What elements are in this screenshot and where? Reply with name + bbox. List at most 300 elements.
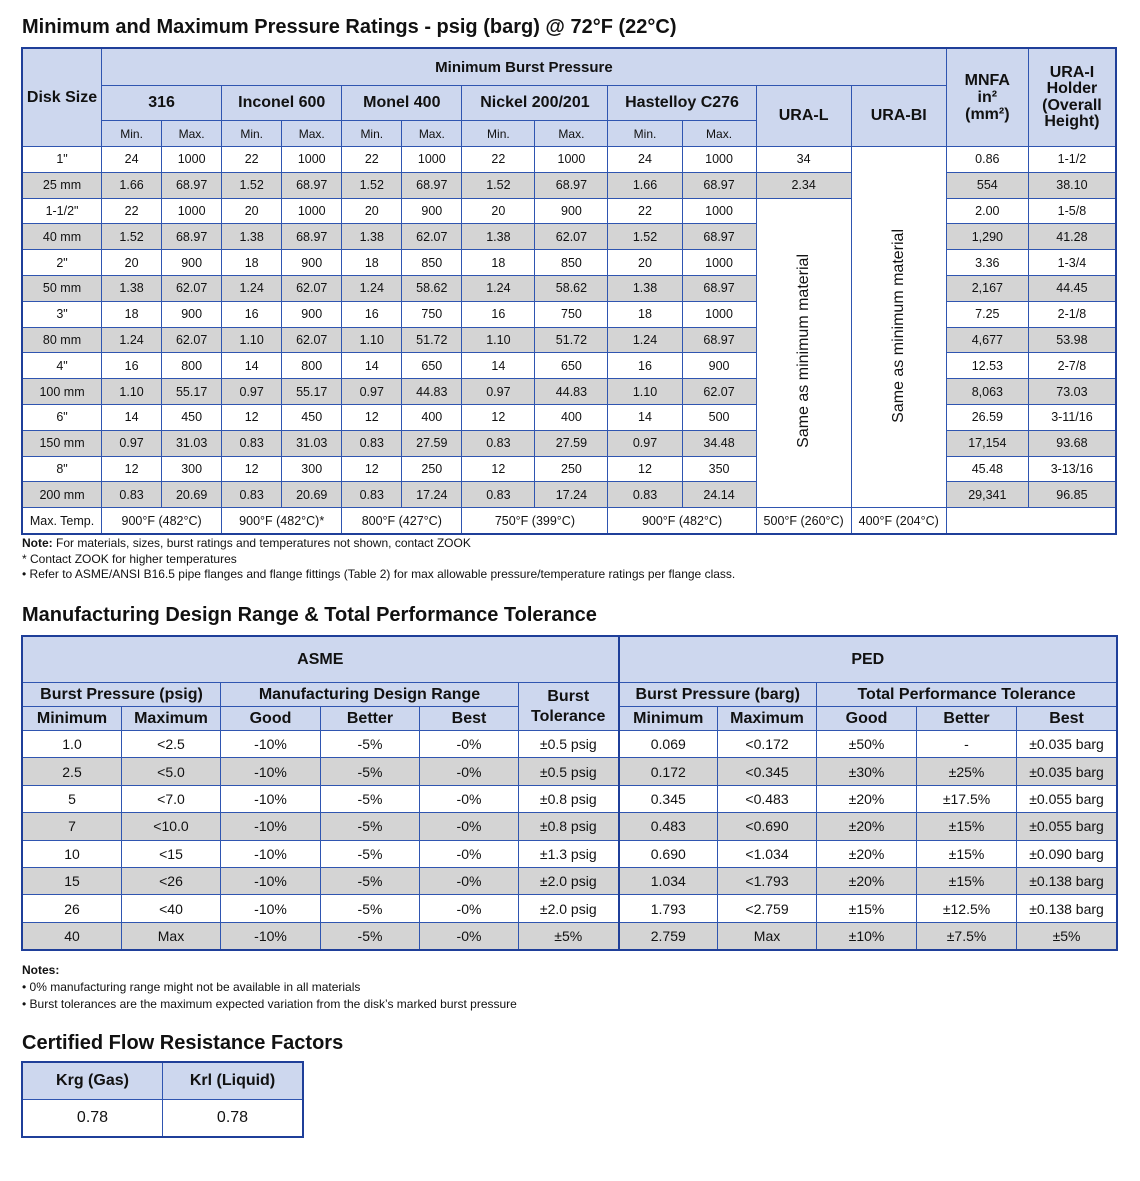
- asme-cell: 15: [23, 867, 122, 894]
- ped-cell: 0.069: [619, 731, 718, 758]
- pressure-cell: 0.97: [102, 430, 162, 456]
- note-item: • Burst tolerances are the maximum expected variation from the disk’s marked burst pressure: [22, 997, 517, 1011]
- ped-cell: ±17.5%: [917, 785, 1017, 812]
- pressure-cell: 12: [462, 456, 535, 482]
- asme-cell: -10%: [221, 758, 321, 785]
- table-row: [23, 275, 1116, 301]
- table-row: [23, 840, 1117, 867]
- asme-cell: -0%: [420, 895, 519, 922]
- table-row: [23, 147, 1116, 173]
- header-ura-l: URA-L: [756, 86, 851, 147]
- pressure-cell: 1.24: [222, 275, 282, 301]
- disk-size-cell: 150 mm: [23, 430, 102, 456]
- ped-cell: 1.793: [619, 895, 718, 922]
- pressure-cell: 1000: [535, 147, 608, 173]
- header-krg-gas: Krg (Gas): [23, 1063, 163, 1100]
- krg-value: 0.78: [23, 1100, 163, 1137]
- mnfa-cell: 0.86: [946, 147, 1028, 173]
- pressure-cell: 62.07: [682, 379, 756, 405]
- ped-cell: -: [917, 731, 1017, 758]
- mnfa-cell: 2.00: [946, 198, 1028, 224]
- pressure-cell: 62.07: [282, 327, 342, 353]
- header-min-burst-pressure: Minimum Burst Pressure: [102, 49, 947, 86]
- table-row: [23, 327, 1116, 353]
- disk-size-cell: 100 mm: [23, 379, 102, 405]
- pressure-cell: 0.97: [462, 379, 535, 405]
- ped-cell: ±20%: [817, 785, 917, 812]
- asme-cell: <5.0: [122, 758, 221, 785]
- pressure-cell: 1.52: [222, 172, 282, 198]
- design-range-notes: [22, 962, 517, 1013]
- max-temp-value: 900°F (482°C): [608, 508, 756, 534]
- disk-size-cell: 4": [23, 353, 102, 379]
- asme-cell: -5%: [321, 758, 420, 785]
- disk-size-cell: 50 mm: [23, 275, 102, 301]
- mnfa-cell: 2,167: [946, 275, 1028, 301]
- asme-cell: Max: [122, 922, 221, 949]
- pressure-cell: 12: [462, 404, 535, 430]
- pressure-cell: 1.52: [342, 172, 402, 198]
- pressure-cell: 20.69: [162, 482, 222, 508]
- pressure-cell: 62.07: [282, 275, 342, 301]
- pressure-cell: 0.83: [222, 430, 282, 456]
- pressure-cell: 62.07: [402, 224, 462, 250]
- ped-cell: ±0.138 barg: [1017, 867, 1117, 894]
- pressure-cell: 18: [342, 250, 402, 276]
- ped-cell: 2.759: [619, 922, 718, 949]
- note-item: • 0% manufacturing range might not be available in all materials: [22, 980, 361, 994]
- ped-cell: <0.690: [718, 813, 817, 840]
- pressure-cell: 250: [535, 456, 608, 482]
- pressure-cell: 0.97: [608, 430, 682, 456]
- mnfa-cell: 26.59: [946, 404, 1028, 430]
- pressure-cell: 22: [608, 198, 682, 224]
- pressure-cell: 1000: [162, 147, 222, 173]
- mnfa-cell: 554: [946, 172, 1028, 198]
- header-material-nickel-200-201: Nickel 200/201: [462, 86, 608, 121]
- pressure-cell: 24: [608, 147, 682, 173]
- pressure-cell: 14: [608, 404, 682, 430]
- flow-resistance-table: [22, 1062, 303, 1137]
- pressure-cell: 68.97: [682, 172, 756, 198]
- header-asme-maximum: Maximum: [122, 707, 221, 731]
- pressure-cell: 34.48: [682, 430, 756, 456]
- max-temp-value: 500°F (260°C): [756, 508, 851, 534]
- pressure-cell: 1000: [282, 147, 342, 173]
- asme-cell: -10%: [221, 895, 321, 922]
- pressure-cell: 18: [462, 250, 535, 276]
- pressure-cell: 16: [102, 353, 162, 379]
- table-row: [23, 922, 1117, 949]
- header-ura-i-holder: URA-I Holder (Overall Height): [1028, 49, 1115, 147]
- ped-cell: <0.345: [718, 758, 817, 785]
- pressure-cell: 1000: [402, 147, 462, 173]
- pressure-cell: 1.38: [462, 224, 535, 250]
- asme-cell: -0%: [420, 785, 519, 812]
- empty-cell: [946, 508, 1115, 534]
- pressure-cell: 12: [342, 404, 402, 430]
- asme-cell: -5%: [321, 867, 420, 894]
- pressure-cell: 350: [682, 456, 756, 482]
- asme-cell: -5%: [321, 895, 420, 922]
- mnfa-cell: 1,290: [946, 224, 1028, 250]
- table-row: [23, 867, 1117, 894]
- table-row: [23, 172, 1116, 198]
- ped-cell: ±15%: [917, 840, 1017, 867]
- disk-size-cell: 6": [23, 404, 102, 430]
- asme-cell: ±0.8 psig: [519, 785, 619, 812]
- ped-cell: ±0.090 barg: [1017, 840, 1117, 867]
- asme-cell: 5: [23, 785, 122, 812]
- max-temp-row: [23, 508, 1116, 534]
- pressure-cell: 1.10: [102, 379, 162, 405]
- pressure-cell: 900: [162, 301, 222, 327]
- header-material-monel-400: Monel 400: [342, 86, 462, 121]
- pressure-cell: 55.17: [282, 379, 342, 405]
- pressure-cell: 58.62: [535, 275, 608, 301]
- table-row: [23, 404, 1116, 430]
- header-ped: PED: [619, 637, 1117, 683]
- pressure-cell: 900: [282, 301, 342, 327]
- pressure-cell: 250: [402, 456, 462, 482]
- ped-cell: ±15%: [917, 867, 1017, 894]
- pressure-ratings-table: [22, 48, 1116, 534]
- asme-cell: ±1.3 psig: [519, 840, 619, 867]
- pressure-cell: 51.72: [402, 327, 462, 353]
- ura-l-cell: 34: [756, 147, 851, 173]
- pressure-cell: 1.10: [222, 327, 282, 353]
- header-burst-pressure-barg: Burst Pressure (barg): [619, 683, 817, 707]
- mnfa-cell: 45.48: [946, 456, 1028, 482]
- table-row: [23, 353, 1116, 379]
- ped-cell: ±0.055 barg: [1017, 813, 1117, 840]
- table-row: [23, 482, 1116, 508]
- pressure-cell: 68.97: [162, 224, 222, 250]
- header-min: Min.: [102, 121, 162, 147]
- max-temp-value: 900°F (482°C)*: [222, 508, 342, 534]
- asme-cell: <15: [122, 840, 221, 867]
- pressure-cell: 68.97: [402, 172, 462, 198]
- header-asme-minimum: Minimum: [23, 707, 122, 731]
- header-min: Min.: [342, 121, 402, 147]
- asme-cell: <7.0: [122, 785, 221, 812]
- ped-cell: ±0.055 barg: [1017, 785, 1117, 812]
- pressure-cell: 1.38: [102, 275, 162, 301]
- pressure-cell: 24.14: [682, 482, 756, 508]
- holder-cell: 41.28: [1028, 224, 1115, 250]
- ped-cell: 0.690: [619, 840, 718, 867]
- ped-cell: ±20%: [817, 840, 917, 867]
- ped-cell: <0.172: [718, 731, 817, 758]
- ped-cell: <0.483: [718, 785, 817, 812]
- pressure-cell: 16: [222, 301, 282, 327]
- holder-cell: 1-3/4: [1028, 250, 1115, 276]
- pressure-cell: 1.24: [608, 327, 682, 353]
- header-total-performance-tolerance: Total Performance Tolerance: [817, 683, 1117, 707]
- asme-cell: -5%: [321, 840, 420, 867]
- disk-size-cell: 1": [23, 147, 102, 173]
- pressure-cell: 0.83: [102, 482, 162, 508]
- pressure-cell: 850: [402, 250, 462, 276]
- asme-cell: <40: [122, 895, 221, 922]
- holder-cell: 38.10: [1028, 172, 1115, 198]
- pressure-cell: 62.07: [162, 275, 222, 301]
- pressure-cell: 1.52: [462, 172, 535, 198]
- pressure-ratings-notes: [22, 536, 735, 583]
- asme-cell: -0%: [420, 758, 519, 785]
- pressure-cell: 58.62: [402, 275, 462, 301]
- asme-cell: -0%: [420, 813, 519, 840]
- pressure-cell: 14: [342, 353, 402, 379]
- header-asme-good: Good: [221, 707, 321, 731]
- pressure-cell: 12: [102, 456, 162, 482]
- pressure-cell: 68.97: [682, 224, 756, 250]
- same-as-min-text: Same as minimum material: [889, 228, 907, 423]
- ped-cell: ±7.5%: [917, 922, 1017, 949]
- pressure-cell: 900: [162, 250, 222, 276]
- pressure-ratings-title: Minimum and Maximum Pressure Ratings - psig (barg) @ 72°F (22°C): [22, 16, 677, 38]
- asme-cell: -10%: [221, 785, 321, 812]
- pressure-cell: 12: [222, 456, 282, 482]
- pressure-cell: 750: [535, 301, 608, 327]
- pressure-cell: 1.38: [222, 224, 282, 250]
- holder-cell: 3-13/16: [1028, 456, 1115, 482]
- asme-cell: -5%: [321, 922, 420, 949]
- asme-cell: <26: [122, 867, 221, 894]
- asme-cell: -0%: [420, 731, 519, 758]
- ped-cell: ±20%: [817, 813, 917, 840]
- max-temp-value: 400°F (204°C): [851, 508, 946, 534]
- pressure-cell: 12: [222, 404, 282, 430]
- same-as-min-text: Same as minimum material: [794, 254, 812, 449]
- pressure-cell: 300: [282, 456, 342, 482]
- ped-cell: ±0.035 barg: [1017, 731, 1117, 758]
- header-krl-liquid: Krl (Liquid): [163, 1063, 303, 1100]
- asme-cell: -0%: [420, 867, 519, 894]
- bullet-note: • Refer to ASME/ANSI B16.5 pipe flanges and flange fittings (Table 2) for max allowable pressure/temperature ratings per flange class.: [22, 567, 736, 581]
- pressure-cell: 44.83: [535, 379, 608, 405]
- ped-cell: ±50%: [817, 731, 917, 758]
- note-line: Note: For materials, sizes, burst ratings and temperatures not shown, contact ZOOK: [22, 536, 471, 550]
- mnfa-cell: 4,677: [946, 327, 1028, 353]
- flow-resistance-title: Certified Flow Resistance Factors: [22, 1032, 344, 1054]
- pressure-cell: 68.97: [682, 275, 756, 301]
- pressure-cell: 1.10: [342, 327, 402, 353]
- mnfa-cell: 29,341: [946, 482, 1028, 508]
- disk-size-cell: 200 mm: [23, 482, 102, 508]
- holder-cell: 44.45: [1028, 275, 1115, 301]
- pressure-cell: 1.24: [102, 327, 162, 353]
- pressure-cell: 1.38: [608, 275, 682, 301]
- disk-size-cell: 3": [23, 301, 102, 327]
- pressure-cell: 500: [682, 404, 756, 430]
- design-range-title: Manufacturing Design Range & Total Performance Tolerance: [22, 604, 597, 626]
- header-material-316: 316: [102, 86, 222, 121]
- asme-cell: 40: [23, 922, 122, 949]
- pressure-cell: 1000: [282, 198, 342, 224]
- pressure-cell: 68.97: [162, 172, 222, 198]
- holder-cell: 93.68: [1028, 430, 1115, 456]
- pressure-cell: 22: [102, 198, 162, 224]
- pressure-cell: 400: [402, 404, 462, 430]
- pressure-cell: 1.52: [608, 224, 682, 250]
- header-ura-bi: URA-BI: [851, 86, 946, 147]
- ped-cell: ±15%: [817, 895, 917, 922]
- header-min: Min.: [608, 121, 682, 147]
- ped-cell: 0.172: [619, 758, 718, 785]
- table-row: [23, 301, 1116, 327]
- ped-cell: ±5%: [1017, 922, 1117, 949]
- pressure-cell: 14: [102, 404, 162, 430]
- ped-cell: ±12.5%: [917, 895, 1017, 922]
- pressure-cell: 20: [608, 250, 682, 276]
- ped-cell: 1.034: [619, 867, 718, 894]
- pressure-cell: 20.69: [282, 482, 342, 508]
- pressure-cell: 1.52: [102, 224, 162, 250]
- header-material-inconel-600: Inconel 600: [222, 86, 342, 121]
- header-ped-maximum: Maximum: [718, 707, 817, 731]
- ped-cell: ±15%: [917, 813, 1017, 840]
- pressure-cell: 55.17: [162, 379, 222, 405]
- pressure-cell: 0.83: [222, 482, 282, 508]
- ped-cell: ±0.035 barg: [1017, 758, 1117, 785]
- header-mnfa: MNFA in² (mm²): [946, 49, 1028, 147]
- pressure-cell: 68.97: [282, 224, 342, 250]
- notes-label: Notes:: [22, 963, 60, 977]
- max-temp-value: 800°F (427°C): [342, 508, 462, 534]
- ped-cell: Max: [718, 922, 817, 949]
- asme-cell: ±0.8 psig: [519, 813, 619, 840]
- pressure-cell: 22: [222, 147, 282, 173]
- pressure-cell: 1.24: [342, 275, 402, 301]
- pressure-cell: 750: [402, 301, 462, 327]
- pressure-cell: 900: [282, 250, 342, 276]
- header-manufacturing-design-range: Manufacturing Design Range: [221, 683, 519, 707]
- table-row: [23, 456, 1116, 482]
- holder-cell: 1-1/2: [1028, 147, 1115, 173]
- pressure-cell: 0.83: [462, 482, 535, 508]
- holder-cell: 1-5/8: [1028, 198, 1115, 224]
- pressure-cell: 18: [102, 301, 162, 327]
- asme-cell: -10%: [221, 813, 321, 840]
- pressure-cell: 68.97: [535, 172, 608, 198]
- ped-cell: 0.345: [619, 785, 718, 812]
- pressure-cell: 14: [222, 353, 282, 379]
- header-max: Max.: [682, 121, 756, 147]
- max-temp-value: 750°F (399°C): [462, 508, 608, 534]
- header-max: Max.: [282, 121, 342, 147]
- pressure-cell: 0.97: [342, 379, 402, 405]
- pressure-cell: 24: [102, 147, 162, 173]
- asme-cell: ±2.0 psig: [519, 867, 619, 894]
- asme-cell: ±2.0 psig: [519, 895, 619, 922]
- table-row: [23, 813, 1117, 840]
- ped-cell: 0.483: [619, 813, 718, 840]
- header-burst-tolerance: Burst Tolerance: [519, 683, 619, 731]
- ped-cell: <1.793: [718, 867, 817, 894]
- header-asme-better: Better: [321, 707, 420, 731]
- ped-cell: ±30%: [817, 758, 917, 785]
- asme-cell: -10%: [221, 840, 321, 867]
- header-ped-minimum: Minimum: [619, 707, 718, 731]
- pressure-cell: 20: [342, 198, 402, 224]
- pressure-cell: 16: [342, 301, 402, 327]
- pressure-cell: 850: [535, 250, 608, 276]
- table-row: [23, 731, 1117, 758]
- pressure-cell: 17.24: [535, 482, 608, 508]
- asme-cell: -10%: [221, 922, 321, 949]
- pressure-cell: 1000: [682, 147, 756, 173]
- pressure-cell: 12: [342, 456, 402, 482]
- header-burst-pressure-psig: Burst Pressure (psig): [23, 683, 221, 707]
- pressure-cell: 31.03: [282, 430, 342, 456]
- asme-cell: 1.0: [23, 731, 122, 758]
- asme-cell: -5%: [321, 813, 420, 840]
- ped-cell: <1.034: [718, 840, 817, 867]
- pressure-cell: 1000: [682, 301, 756, 327]
- header-ped-best: Best: [1017, 707, 1117, 731]
- ped-cell: ±25%: [917, 758, 1017, 785]
- pressure-cell: 1.38: [342, 224, 402, 250]
- holder-cell: 73.03: [1028, 379, 1115, 405]
- disk-size-cell: 80 mm: [23, 327, 102, 353]
- header-max: Max.: [402, 121, 462, 147]
- asme-cell: -10%: [221, 867, 321, 894]
- ura-bi-same-as-min: [851, 147, 946, 508]
- table-row: [23, 379, 1116, 405]
- pressure-cell: 44.83: [402, 379, 462, 405]
- mnfa-cell: 17,154: [946, 430, 1028, 456]
- ped-cell: ±10%: [817, 922, 917, 949]
- table-row: [23, 430, 1116, 456]
- header-min: Min.: [222, 121, 282, 147]
- asme-cell: 26: [23, 895, 122, 922]
- pressure-cell: 900: [535, 198, 608, 224]
- header-max: Max.: [535, 121, 608, 147]
- pressure-cell: 68.97: [682, 327, 756, 353]
- holder-cell: 2-1/8: [1028, 301, 1115, 327]
- pressure-cell: 800: [162, 353, 222, 379]
- ped-cell: <2.759: [718, 895, 817, 922]
- mnfa-cell: 7.25: [946, 301, 1028, 327]
- pressure-cell: 20: [222, 198, 282, 224]
- pressure-cell: 1000: [682, 198, 756, 224]
- pressure-cell: 16: [608, 353, 682, 379]
- pressure-cell: 14: [462, 353, 535, 379]
- holder-cell: 3-11/16: [1028, 404, 1115, 430]
- asme-cell: -5%: [321, 785, 420, 812]
- pressure-cell: 1000: [162, 198, 222, 224]
- pressure-cell: 22: [462, 147, 535, 173]
- pressure-cell: 20: [102, 250, 162, 276]
- mnfa-cell: 3.36: [946, 250, 1028, 276]
- pressure-cell: 900: [682, 353, 756, 379]
- pressure-cell: 450: [162, 404, 222, 430]
- pressure-cell: 900: [402, 198, 462, 224]
- table-row: [23, 224, 1116, 250]
- asme-cell: ±0.5 psig: [519, 758, 619, 785]
- pressure-cell: 27.59: [535, 430, 608, 456]
- disk-size-cell: 1-1/2": [23, 198, 102, 224]
- asme-cell: <10.0: [122, 813, 221, 840]
- asme-cell: ±0.5 psig: [519, 731, 619, 758]
- mnfa-cell: 12.53: [946, 353, 1028, 379]
- pressure-cell: 1000: [682, 250, 756, 276]
- pressure-cell: 51.72: [535, 327, 608, 353]
- pressure-cell: 62.07: [162, 327, 222, 353]
- header-asme-best: Best: [420, 707, 519, 731]
- pressure-cell: 22: [342, 147, 402, 173]
